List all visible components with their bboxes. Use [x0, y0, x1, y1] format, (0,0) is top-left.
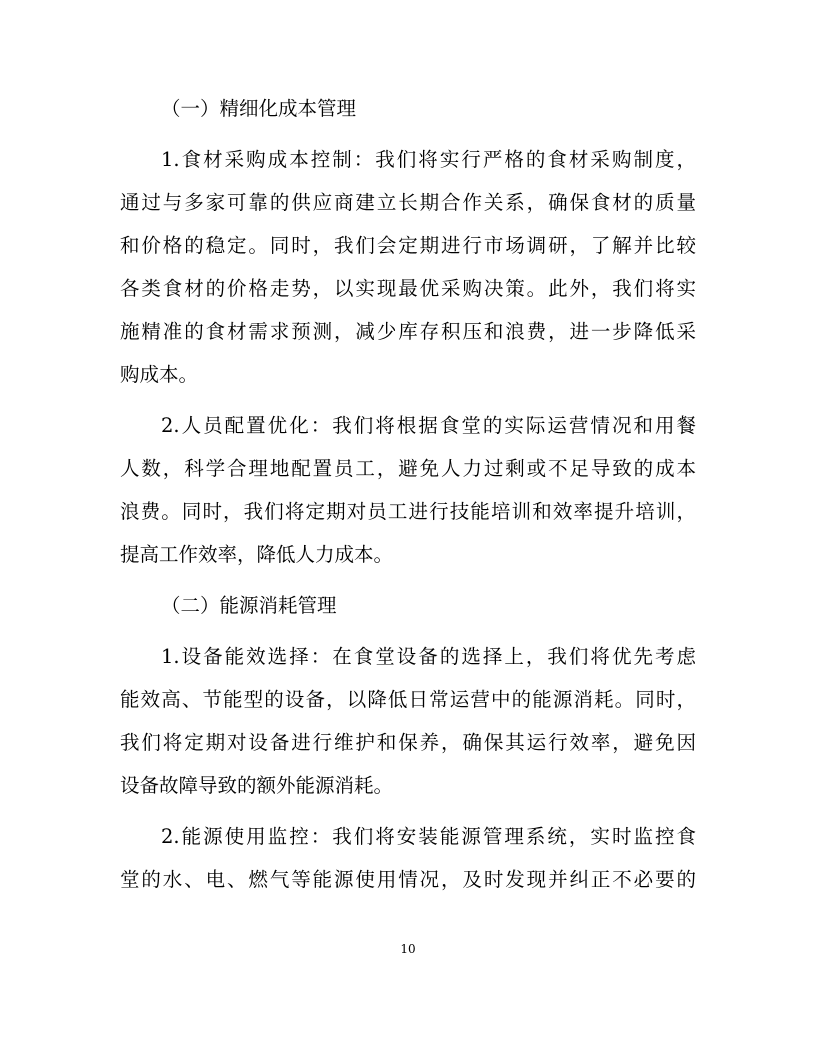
page-number: 10: [400, 942, 416, 956]
paragraph-line: 各类食材的价格走势，以实现最优采购决策。此外，我们将实: [120, 277, 696, 300]
paragraph-line: 堂的水、电、燃气等能源使用情况，及时发现并纠正不必要的: [120, 868, 696, 891]
paragraph-line: 人数，科学合理地配置员工，避免人力过剩或不足导致的成本: [120, 457, 696, 480]
paragraph-line: 施精准的食材需求预测，减少库存积压和浪费，进一步降低采: [120, 320, 696, 343]
paragraph-line: 通过与多家可靠的供应商建立长期合作关系，确保食材的质量: [120, 191, 696, 214]
section-heading-energy-management: （二）能源消耗管理: [161, 594, 337, 617]
paragraph-line: 1.设备能效选择：在食堂设备的选择上，我们将优先考虑: [161, 645, 696, 668]
paragraph-line: 设备故障导致的额外能源消耗。: [120, 774, 394, 797]
section-heading-cost-management: （一）精细化成本管理: [161, 97, 357, 120]
paragraph-line: 能效高、节能型的设备，以降低日常运营中的能源消耗。同时，: [120, 688, 696, 711]
paragraph-line: 购成本。: [120, 363, 199, 386]
paragraph-line: 提高工作效率，降低人力成本。: [120, 543, 394, 566]
paragraph-line: 我们将定期对设备进行维护和保养，确保其运行效率，避免因: [120, 731, 696, 754]
paragraph-line: 2.人员配置优化：我们将根据食堂的实际运营情况和用餐: [161, 414, 696, 437]
paragraph-line: 和价格的稳定。同时，我们会定期进行市场调研，了解并比较: [120, 234, 696, 257]
paragraph-line: 2.能源使用监控：我们将安装能源管理系统，实时监控食: [161, 825, 696, 848]
paragraph-line: 1.食材采购成本控制：我们将实行严格的食材采购制度，: [161, 148, 696, 171]
paragraph-line: 浪费。同时，我们将定期对员工进行技能培训和效率提升培训，: [120, 500, 696, 523]
